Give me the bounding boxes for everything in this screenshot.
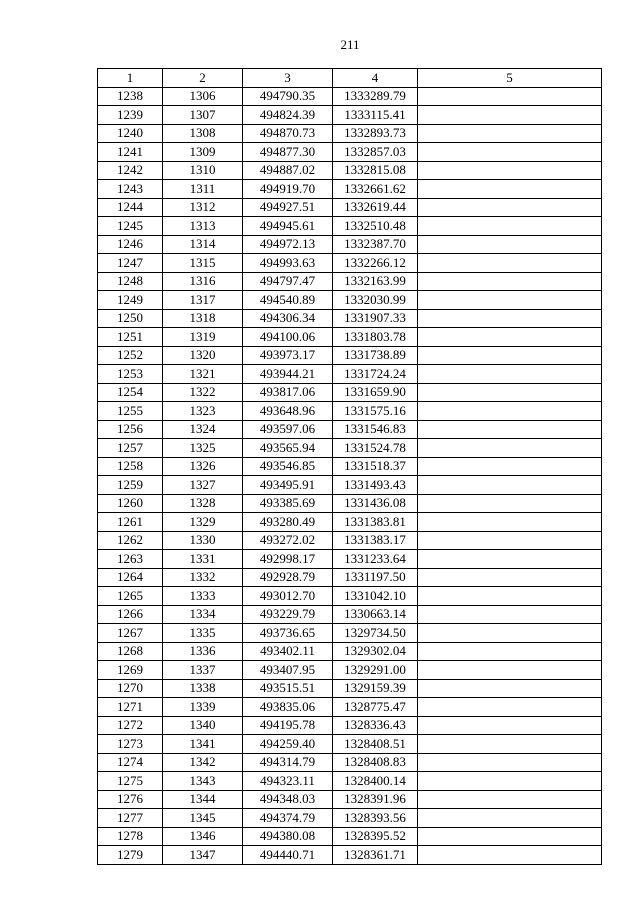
table-cell xyxy=(418,180,602,199)
table-cell: 1332661.62 xyxy=(333,180,418,199)
table-cell: 1309 xyxy=(163,143,243,162)
table-body xyxy=(98,87,602,864)
table-cell: 1307 xyxy=(163,106,243,125)
table-cell: 1316 xyxy=(163,272,243,291)
table-row xyxy=(98,217,602,236)
table-row xyxy=(98,698,602,717)
table-cell xyxy=(418,291,602,310)
table-cell: 1274 xyxy=(98,753,163,772)
table-cell xyxy=(418,254,602,273)
table-cell: 1265 xyxy=(98,587,163,606)
table-cell: 494877.30 xyxy=(243,143,333,162)
table-cell: 1315 xyxy=(163,254,243,273)
table-cell: 493407.95 xyxy=(243,661,333,680)
table-cell: 494314.79 xyxy=(243,753,333,772)
table-cell xyxy=(418,161,602,180)
table-cell: 1245 xyxy=(98,217,163,236)
table-cell: 1308 xyxy=(163,124,243,143)
table-cell: 1331383.81 xyxy=(333,513,418,532)
table-cell xyxy=(418,846,602,865)
table-cell: 493385.69 xyxy=(243,494,333,513)
table-cell: 1326 xyxy=(163,457,243,476)
table-cell: 494380.08 xyxy=(243,827,333,846)
table-row xyxy=(98,291,602,310)
table-cell xyxy=(418,772,602,791)
table-cell: 1247 xyxy=(98,254,163,273)
table-cell xyxy=(418,476,602,495)
table-cell: 1321 xyxy=(163,365,243,384)
table-cell: 494887.02 xyxy=(243,161,333,180)
table-cell: 1244 xyxy=(98,198,163,217)
table-cell: 1261 xyxy=(98,513,163,532)
table-cell: 1270 xyxy=(98,679,163,698)
table-cell xyxy=(418,513,602,532)
table-cell: 1333 xyxy=(163,587,243,606)
table-cell xyxy=(418,605,602,624)
table-cell: 1332619.44 xyxy=(333,198,418,217)
table-cell: 1254 xyxy=(98,383,163,402)
table-cell: 1332030.99 xyxy=(333,291,418,310)
table-row xyxy=(98,365,602,384)
table-cell: 1328 xyxy=(163,494,243,513)
column-header: 4 xyxy=(333,69,418,88)
table-cell: 1277 xyxy=(98,809,163,828)
table-cell: 1268 xyxy=(98,642,163,661)
table-cell: 494927.51 xyxy=(243,198,333,217)
table-cell: 1328395.52 xyxy=(333,827,418,846)
table-cell: 1331575.16 xyxy=(333,402,418,421)
table-cell: 1267 xyxy=(98,624,163,643)
table-cell: 1313 xyxy=(163,217,243,236)
table-cell: 1328391.96 xyxy=(333,790,418,809)
table-row xyxy=(98,735,602,754)
table-cell: 493973.17 xyxy=(243,346,333,365)
table-row xyxy=(98,661,602,680)
table-cell: 1332387.70 xyxy=(333,235,418,254)
table-cell: 494348.03 xyxy=(243,790,333,809)
column-header: 5 xyxy=(418,69,602,88)
table-cell: 1260 xyxy=(98,494,163,513)
column-header: 2 xyxy=(163,69,243,88)
table-cell xyxy=(418,402,602,421)
table-cell: 493229.79 xyxy=(243,605,333,624)
column-header: 3 xyxy=(243,69,333,88)
table-cell xyxy=(418,235,602,254)
table-cell: 1278 xyxy=(98,827,163,846)
table-cell: 1334 xyxy=(163,605,243,624)
table-cell: 493495.91 xyxy=(243,476,333,495)
table-cell xyxy=(418,716,602,735)
table-cell xyxy=(418,217,602,236)
table-cell: 1263 xyxy=(98,550,163,569)
table-row xyxy=(98,328,602,347)
table-cell xyxy=(418,624,602,643)
table-cell: 1339 xyxy=(163,698,243,717)
table-cell: 1311 xyxy=(163,180,243,199)
table-cell: 1272 xyxy=(98,716,163,735)
table-cell: 493835.06 xyxy=(243,698,333,717)
table-cell: 1251 xyxy=(98,328,163,347)
table-cell: 1332510.48 xyxy=(333,217,418,236)
table-cell: 493817.06 xyxy=(243,383,333,402)
table-cell: 1323 xyxy=(163,402,243,421)
table-cell: 1259 xyxy=(98,476,163,495)
table-cell: 1331724.24 xyxy=(333,365,418,384)
table-cell: 1258 xyxy=(98,457,163,476)
table-cell: 1333115.41 xyxy=(333,106,418,125)
table-cell: 493597.06 xyxy=(243,420,333,439)
table-cell: 1248 xyxy=(98,272,163,291)
table-cell: 1341 xyxy=(163,735,243,754)
table-row xyxy=(98,679,602,698)
table-cell: 493402.11 xyxy=(243,642,333,661)
table-cell: 1331738.89 xyxy=(333,346,418,365)
page-number: 211 xyxy=(340,37,360,52)
table-cell: 1342 xyxy=(163,753,243,772)
table-cell: 1264 xyxy=(98,568,163,587)
table-cell xyxy=(418,143,602,162)
table-cell xyxy=(418,809,602,828)
table-cell xyxy=(418,87,602,106)
table-cell: 1331659.90 xyxy=(333,383,418,402)
table-row xyxy=(98,346,602,365)
table-cell: 1332163.99 xyxy=(333,272,418,291)
table-cell: 1256 xyxy=(98,420,163,439)
table-cell: 1243 xyxy=(98,180,163,199)
table-cell: 494374.79 xyxy=(243,809,333,828)
table-cell: 1331493.43 xyxy=(333,476,418,495)
table-cell: 1320 xyxy=(163,346,243,365)
table-cell: 1276 xyxy=(98,790,163,809)
table-cell: 1331383.17 xyxy=(333,531,418,550)
table-cell: 1343 xyxy=(163,772,243,791)
table-cell xyxy=(418,272,602,291)
table-cell: 493272.02 xyxy=(243,531,333,550)
table-row xyxy=(98,402,602,421)
table-cell: 494919.70 xyxy=(243,180,333,199)
table-cell: 492928.79 xyxy=(243,568,333,587)
table-cell xyxy=(418,790,602,809)
table-cell: 1317 xyxy=(163,291,243,310)
table-cell xyxy=(418,661,602,680)
table-cell: 1332893.73 xyxy=(333,124,418,143)
table-cell: 1340 xyxy=(163,716,243,735)
table-cell xyxy=(418,550,602,569)
table-cell: 1331436.08 xyxy=(333,494,418,513)
table-cell xyxy=(418,735,602,754)
table-cell: 1332857.03 xyxy=(333,143,418,162)
table-cell: 1331042.10 xyxy=(333,587,418,606)
table-cell: 1327 xyxy=(163,476,243,495)
table-cell: 1266 xyxy=(98,605,163,624)
table-cell: 1329734.50 xyxy=(333,624,418,643)
table-cell: 492998.17 xyxy=(243,550,333,569)
table-cell: 1312 xyxy=(163,198,243,217)
table-cell: 1322 xyxy=(163,383,243,402)
table-cell: 1325 xyxy=(163,439,243,458)
table-cell: 1331803.78 xyxy=(333,328,418,347)
table-cell xyxy=(418,494,602,513)
table-row xyxy=(98,439,602,458)
table-cell: 494440.71 xyxy=(243,846,333,865)
table-cell: 1252 xyxy=(98,346,163,365)
table-cell xyxy=(418,328,602,347)
table-header xyxy=(98,69,602,88)
table-cell: 1255 xyxy=(98,402,163,421)
table-cell: 493944.21 xyxy=(243,365,333,384)
table-cell: 1337 xyxy=(163,661,243,680)
table-cell: 493546.85 xyxy=(243,457,333,476)
table-cell: 1310 xyxy=(163,161,243,180)
table-cell: 494993.63 xyxy=(243,254,333,273)
table-cell: 1253 xyxy=(98,365,163,384)
table-cell: 1279 xyxy=(98,846,163,865)
table-cell: 1331233.64 xyxy=(333,550,418,569)
table-cell: 1241 xyxy=(98,143,163,162)
table-cell: 494540.89 xyxy=(243,291,333,310)
table-row xyxy=(98,254,602,273)
table-row xyxy=(98,568,602,587)
table-cell: 1331524.78 xyxy=(333,439,418,458)
table-cell xyxy=(418,679,602,698)
header-row xyxy=(98,69,602,88)
table-cell: 1318 xyxy=(163,309,243,328)
table-row xyxy=(98,180,602,199)
table-cell: 1330 xyxy=(163,531,243,550)
table-cell: 494870.73 xyxy=(243,124,333,143)
table-row xyxy=(98,827,602,846)
table-cell xyxy=(418,309,602,328)
table-cell: 494790.35 xyxy=(243,87,333,106)
table-cell: 494259.40 xyxy=(243,735,333,754)
table-cell: 1336 xyxy=(163,642,243,661)
column-header: 1 xyxy=(98,69,163,88)
table-row xyxy=(98,457,602,476)
table-cell: 1338 xyxy=(163,679,243,698)
table-row xyxy=(98,420,602,439)
table-cell: 494195.78 xyxy=(243,716,333,735)
table-row xyxy=(98,235,602,254)
table-cell xyxy=(418,420,602,439)
table-cell: 494323.11 xyxy=(243,772,333,791)
table-cell: 493736.65 xyxy=(243,624,333,643)
table-cell xyxy=(418,587,602,606)
table-cell: 1331197.50 xyxy=(333,568,418,587)
table-cell: 1331518.37 xyxy=(333,457,418,476)
table-cell: 1250 xyxy=(98,309,163,328)
table-cell: 1314 xyxy=(163,235,243,254)
table-row xyxy=(98,476,602,495)
table-cell xyxy=(418,642,602,661)
table-cell xyxy=(418,198,602,217)
table-cell: 1306 xyxy=(163,87,243,106)
table-row xyxy=(98,550,602,569)
table-cell: 1329159.39 xyxy=(333,679,418,698)
table-cell: 1331907.33 xyxy=(333,309,418,328)
table-cell: 1332266.12 xyxy=(333,254,418,273)
table-cell: 1345 xyxy=(163,809,243,828)
table-cell xyxy=(418,531,602,550)
table-cell: 1240 xyxy=(98,124,163,143)
table-cell: 494306.34 xyxy=(243,309,333,328)
table-cell: 1347 xyxy=(163,846,243,865)
table-cell: 1328393.56 xyxy=(333,809,418,828)
table-cell: 1335 xyxy=(163,624,243,643)
table-cell: 1262 xyxy=(98,531,163,550)
table-cell: 493565.94 xyxy=(243,439,333,458)
table-cell: 1257 xyxy=(98,439,163,458)
table-cell: 1331546.83 xyxy=(333,420,418,439)
table-cell xyxy=(418,365,602,384)
table-cell: 1329291.00 xyxy=(333,661,418,680)
table-cell: 1328400.14 xyxy=(333,772,418,791)
table-cell: 494945.61 xyxy=(243,217,333,236)
table-cell xyxy=(418,346,602,365)
table-cell xyxy=(418,439,602,458)
table-cell: 1328361.71 xyxy=(333,846,418,865)
table-cell: 1328336.43 xyxy=(333,716,418,735)
table-row xyxy=(98,87,602,106)
table-row xyxy=(98,642,602,661)
table-cell xyxy=(418,124,602,143)
table-cell: 1333289.79 xyxy=(333,87,418,106)
table-cell: 1271 xyxy=(98,698,163,717)
table-row xyxy=(98,106,602,125)
table-cell: 494972.13 xyxy=(243,235,333,254)
table-cell: 1273 xyxy=(98,735,163,754)
table-cell xyxy=(418,698,602,717)
table-cell: 1330663.14 xyxy=(333,605,418,624)
table-row xyxy=(98,143,602,162)
table-row xyxy=(98,161,602,180)
table-row xyxy=(98,790,602,809)
table-cell xyxy=(418,753,602,772)
table-cell xyxy=(418,106,602,125)
table-cell: 1346 xyxy=(163,827,243,846)
table-cell xyxy=(418,568,602,587)
table-cell: 1332815.08 xyxy=(333,161,418,180)
table-row xyxy=(98,846,602,865)
table-row xyxy=(98,772,602,791)
table-row xyxy=(98,124,602,143)
table-cell: 1328408.51 xyxy=(333,735,418,754)
coordinates-table xyxy=(97,68,602,865)
table-cell: 1328408.83 xyxy=(333,753,418,772)
table-cell: 1324 xyxy=(163,420,243,439)
table-cell: 1329302.04 xyxy=(333,642,418,661)
table-row xyxy=(98,753,602,772)
table-cell: 494824.39 xyxy=(243,106,333,125)
table-row xyxy=(98,272,602,291)
table-cell xyxy=(418,383,602,402)
table-row xyxy=(98,716,602,735)
table-row xyxy=(98,494,602,513)
table-cell: 1275 xyxy=(98,772,163,791)
table-cell: 1332 xyxy=(163,568,243,587)
table-cell: 1242 xyxy=(98,161,163,180)
table-row xyxy=(98,309,602,328)
table-cell: 1239 xyxy=(98,106,163,125)
table-row xyxy=(98,383,602,402)
table-cell xyxy=(418,457,602,476)
table-cell: 1246 xyxy=(98,235,163,254)
table-cell: 1319 xyxy=(163,328,243,347)
table-row xyxy=(98,513,602,532)
table-cell: 493012.70 xyxy=(243,587,333,606)
table-row xyxy=(98,198,602,217)
table-cell: 493648.96 xyxy=(243,402,333,421)
table-cell: 1344 xyxy=(163,790,243,809)
table-cell: 1249 xyxy=(98,291,163,310)
table-cell: 1269 xyxy=(98,661,163,680)
table-cell: 493515.51 xyxy=(243,679,333,698)
table-cell: 494100.06 xyxy=(243,328,333,347)
table-cell: 1238 xyxy=(98,87,163,106)
table-row xyxy=(98,531,602,550)
table-cell: 493280.49 xyxy=(243,513,333,532)
table-row xyxy=(98,605,602,624)
table-row xyxy=(98,809,602,828)
table-cell: 494797.47 xyxy=(243,272,333,291)
table-cell: 1331 xyxy=(163,550,243,569)
table-row xyxy=(98,587,602,606)
table-row xyxy=(98,624,602,643)
table-cell xyxy=(418,827,602,846)
table-cell: 1329 xyxy=(163,513,243,532)
table-cell: 1328775.47 xyxy=(333,698,418,717)
